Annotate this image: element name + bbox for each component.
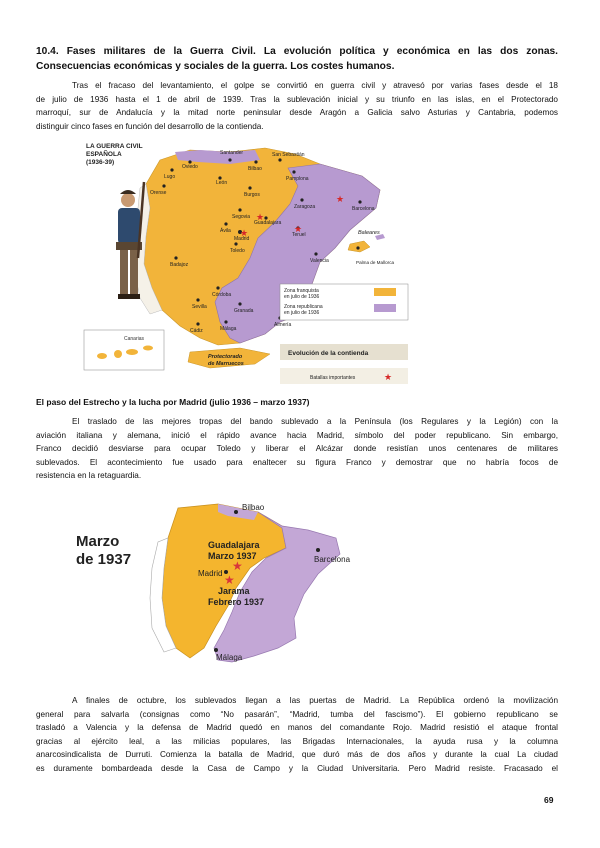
map1-city-label: Bilbao: [248, 166, 262, 172]
battles-legend-label: Batallas importantes: [310, 375, 356, 381]
city-dot: [292, 170, 295, 173]
city-dot: [228, 158, 231, 161]
city-dot: [224, 320, 227, 323]
intro-line: de julio de 1936 hasta el 1 de abril de 1939. Tras la sublevación inicial y su triunfo en las islas, en el Protectorado: [36, 94, 558, 104]
intro-line: marroquí, sur de Andalucía y la mitad norte peninsular desde Aragón a Galicia salvo Asturias y Cantabria, podemos: [36, 108, 558, 118]
map1-city-label: Barcelona: [352, 206, 375, 212]
paragraph-3-line: anarcosindicalista de Durruti. Comienza la batalla de Madrid, que duró más de dos años y durante la cual La ciudad: [36, 750, 558, 760]
battle-star-icon: ★: [224, 573, 235, 587]
paragraph-2-line: aviación italiana y alemana, inició el rápido avance hacia Madrid, símbolo del poder republicano. Sin embargo,: [36, 430, 558, 440]
map2-city-label: Bilbao: [242, 503, 265, 512]
map1-city-label: Canarias: [124, 336, 145, 342]
map1-city-label: Pamplona: [286, 176, 309, 182]
battle-star-icon: ★: [336, 194, 345, 204]
heading-line-1: 10.4. Fases militares de la Guerra Civil. La evolución política y económica en las dos zonas.: [36, 46, 558, 57]
city-dot: [238, 208, 241, 211]
legend-label: Zona republicana: [284, 304, 323, 310]
map1-city-label: Madrid: [234, 236, 250, 242]
map1-title-line: ESPAÑOLA: [86, 151, 122, 158]
intro-line: distinguir cinco fases en función del desarrollo de la contienda.: [36, 121, 264, 131]
map2-city-label: Madrid: [198, 569, 223, 578]
page-number: 69: [544, 795, 554, 805]
islands-label: Baleares: [358, 230, 380, 236]
map1-city-label: Santander: [220, 150, 244, 156]
map1-city-label: Teruel: [292, 232, 306, 238]
map1-city-label: Toledo: [230, 248, 245, 254]
map1-city-label: Burgos: [244, 192, 260, 198]
map1-city-label: Lugo: [164, 174, 176, 180]
city-dot: [248, 186, 251, 189]
paragraph-2: [36, 415, 558, 483]
march-1937-map-figure: [68, 498, 360, 686]
city-dot: [278, 158, 281, 161]
map1-city-label: Ávila: [220, 228, 231, 234]
canary-island: [97, 353, 107, 359]
city-dot: [234, 510, 238, 514]
legend-label: en julio de 1936: [284, 294, 320, 300]
battle-label: Jarama: [218, 586, 250, 596]
map1-city-label: Segovia: [232, 214, 251, 220]
map1-city-label: Sevilla: [192, 304, 207, 310]
map2-city-label: Málaga: [216, 653, 243, 662]
paragraph-3-line: general para salvarla (consignas como “No pasarán”, “Madrid, tumba del fascismo”). El gobierno republicano se: [36, 709, 558, 719]
protectorate-label: de Marruecos: [208, 361, 244, 367]
battle-star-icon: ★: [256, 212, 265, 222]
battle-label: Guadalajara: [208, 540, 260, 550]
legend-swatch-republican: [374, 304, 396, 312]
city-dot: [300, 198, 303, 201]
battle-label: Marzo 1937: [208, 551, 257, 561]
battle-label: Febrero 1937: [208, 597, 265, 607]
intro-line: Tras el fracaso del levantamiento, el golpe se convirtió en guerra civil y atravesó por varias fases desde el 18: [72, 81, 558, 90]
map1-city-label: Málaga: [220, 326, 237, 332]
city-dot: [216, 286, 219, 289]
legend-label: en julio de 1936: [284, 310, 320, 316]
canary-island: [114, 350, 122, 358]
map1-city-label: Valencia: [310, 258, 329, 264]
map1-city-label: Córdoba: [212, 292, 232, 298]
map1-city-label: Almería: [274, 322, 292, 328]
city-dot: [224, 222, 227, 225]
subsection-title: El paso del Estrecho y la lucha por Madrid (julio 1936 – marzo 1937): [36, 397, 310, 407]
city-dot: [254, 160, 257, 163]
city-dot: [162, 184, 165, 187]
map1-title-line: LA GUERRA CIVIL: [86, 143, 143, 150]
map1-city-label: Badajoz: [170, 262, 189, 268]
map1-city-label: Cádiz: [190, 328, 203, 334]
battle-star-icon: ★: [240, 228, 249, 238]
map1-city-label: Granada: [234, 308, 254, 314]
city-dot: [316, 548, 320, 552]
map2-city-label: Barcelona: [314, 555, 351, 564]
map1-city-label: Orense: [150, 190, 167, 196]
city-dot: [314, 252, 317, 255]
city-dot: [214, 648, 218, 652]
map1-caption: Evolución de la contienda: [288, 350, 369, 357]
map2-title-line: de 1937: [76, 551, 132, 568]
map1-city-label: Zaragoza: [294, 204, 316, 210]
map1-title-line: (1936-39): [86, 159, 115, 166]
battle-star-icon: ★: [294, 224, 303, 234]
paragraph-3-line: A finales de octubre, los sublevados llegan a las puertas de Madrid. La República ordenó la movilización: [72, 696, 558, 705]
map1-city-label: San Sebastián: [272, 152, 305, 158]
city-dot: [238, 302, 241, 305]
heading-line-2: Consecuencias económicas y sociales de la guerra. Los costes humanos.: [36, 61, 395, 72]
map1-city-label: León: [216, 180, 228, 186]
paragraph-3-line: es duramente bombardeada desde la Casa de Campo y la Ciudad Universitaria. Pero Madrid resiste. Fracasado el: [36, 763, 558, 773]
protectorate-label: Protectorado: [208, 354, 243, 360]
paragraph-2-line: sublevados. El acontecimiento fue usado para enaltecer su figura Franco y demostrar que no habría focos de: [36, 457, 558, 467]
map1-city-label: Guadalajara: [254, 220, 282, 226]
city-dot: [174, 256, 177, 259]
intro-paragraph: [36, 79, 558, 133]
map1-city-label: Palma de Mallorca: [356, 260, 395, 265]
battle-star-icon: ★: [384, 372, 393, 382]
city-dot: [170, 168, 173, 171]
city-dot: [234, 242, 237, 245]
map2-title-line: Marzo: [76, 533, 120, 550]
paragraph-2-line: El traslado de las mejores tropas del bando sublevado a la Península (los Regulares y la Legión) con la: [72, 417, 558, 426]
paragraph-2-line: Franco decidió desviarse para ocupar Toledo y liberar el Alcázar donde resistían unos centenares de militares: [36, 444, 558, 454]
paragraph-2-line: resistencia en la retaguardia.: [36, 471, 142, 481]
section-heading: [36, 44, 558, 74]
paragraph-3-line: trasladó a Valencia y la defensa de Madrid quedó en manos del comandante Rojo. Madrid resistió el ataque frontal: [36, 723, 558, 733]
legend-swatch-nationalist: [374, 288, 396, 296]
city-dot: [196, 298, 199, 301]
city-dot: [356, 246, 359, 249]
canary-island: [126, 349, 138, 355]
canary-island: [143, 346, 153, 351]
paragraph-3: [36, 694, 558, 776]
paragraph-3-line: gracias al ejército leal, a las milicias populares, las Brigadas Internacionales, la ayuda rusa y la columna: [36, 736, 558, 746]
map1-city-label: Oviedo: [182, 164, 198, 170]
civil-war-map-figure: [80, 138, 410, 388]
city-dot: [196, 322, 199, 325]
legend-label: Zona franquista: [284, 288, 319, 294]
city-dot: [358, 200, 361, 203]
battle-star-icon: ★: [232, 559, 243, 573]
